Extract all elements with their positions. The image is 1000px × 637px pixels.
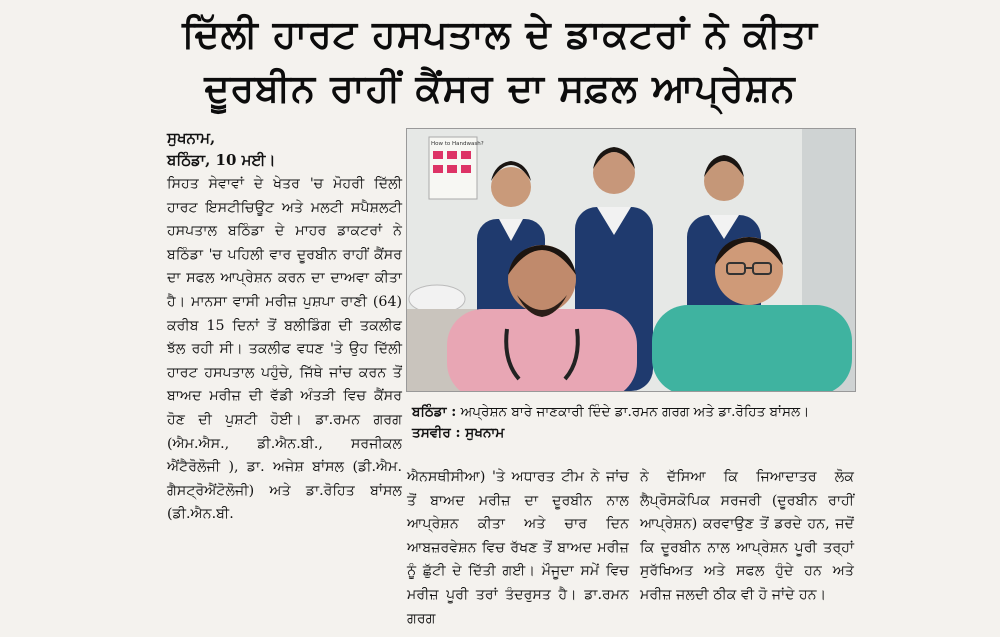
caption-credit: ਤਸਵੀਰ : ਸੁਖਨਾਮ bbox=[412, 425, 505, 441]
poster-step bbox=[447, 151, 457, 159]
poster-title: How to Handwash? bbox=[431, 141, 484, 147]
news-photo bbox=[406, 128, 856, 392]
poster-step bbox=[461, 165, 471, 173]
reporter-name: ਸੁਖਨਾਮ, bbox=[167, 129, 216, 147]
poster-step bbox=[447, 165, 457, 173]
article-column-1 bbox=[167, 173, 402, 527]
article-paragraph-1: ਸਿਹਤ ਸੇਵਾਵਾਂ ਦੇ ਖੇਤਰ 'ਚ ਮੋਹਰੀ ਦਿੱਲੀ ਹਾਰਟ ਇਸਟੀਚਿਊਟ ਅਤੇ ਮਲਟੀ ਸਪੈਸ਼ਲਟੀ ਹਸਪਤਾਲ ਬਠਿੰਡਾ ਦੇ ਮਾਹਰ ਡਾਕਟਰਾਂ ਨੇ ਬਠਿੰਡਾ 'ਚ ਪਹਿਲੀ ਵਾਰ ਦੂਰਬੀਨ ਰਾਹੀਂ ਕੈਂਸਰ ਦਾ ਸਫਲ ਆਪ੍ਰੇਸ਼ਨ ਕਰਨ ਦਾ ਦਾਅਵਾ ਕੀਤਾ ਹੈ। ਮਾਨਸਾ ਵਾਸੀ ਮਰੀਜ਼ ਪੁਸ਼ਪਾ ਰਾਣੀ (64) ਕਰੀਬ 15 ਦਿਨਾਂ ਤੋਂ ਬਲੀਡਿੰਗ ਦੀ ਤਕਲੀਫ ਝੱਲ ਰਹੀ ਸੀ। ਤਕਲੀਫ ਵਧਣ 'ਤੇ ਉਹ ਦਿੱਲੀ ਹਾਰਟ ਹਸਪਤਾਲ ਪਹੁੰਚੇ, ਜਿੱਥੇ ਜਾਂਚ ਕਰਨ ਤੋਂ ਬਾਅਦ ਮਰੀਜ਼ ਦੀ ਵੱਡੀ ਅੰਤੜੀ ਵਿਚ ਕੈਂਸਰ ਹੋਣ ਦੀ ਪੁਸ਼ਟੀ ਹੋਈ। ਡਾ.ਰਮਨ ਗਰਗ (ਐਮ.ਐਸ., ਡੀ.ਐਨ.ਬੀ., ਸਰਜੀਕਲ ਐਂਟੈਰੋਲੋਜੀ ), ਡਾ. ਅਜੇਸ਼ ਬਾਂਸਲ (ਡੀ.ਐਮ. ਗੈਸਟ੍ਰੋਐਂਟੋਲੋਜੀ) ਅਤੇ ਡਾ.ਰੋਹਿਤ ਬਾਂਸਲ (ਡੀ.ਐਨ.ਬੀ. bbox=[167, 176, 402, 523]
article-paragraph-3: ਨੇ ਦੱਸਿਆ ਕਿ ਜਿਆਦਾਤਰ ਲੋਕ ਲੈਪ੍ਰੋਸਕੋਪਿਕ ਸਰਜਰੀ (ਦੂਰਬੀਨ ਰਾਹੀਂ ਆਪ੍ਰੇਸ਼ਨ) ਕਰਵਾਉਣ ਤੋਂ ਡਰਦੇ ਹਨ, ਜਦੋਂ ਕਿ ਦੂਰਬੀਨ ਨਾਲ ਆਪ੍ਰੇਸ਼ਨ ਪੂਰੀ ਤਰ੍ਹਾਂ ਸੁਰੱਖਿਅਤ ਅਤੇ ਸਫਲ ਹੁੰਦੇ ਹਨ ਅਤੇ ਮਰੀਜ਼ ਜਲਦੀ ਠੀਕ ਵੀ ਹੋ ਜਾਂਦੇ ਹਨ। bbox=[640, 469, 854, 603]
poster-step bbox=[433, 151, 443, 159]
sink bbox=[409, 285, 465, 313]
article-column-3 bbox=[640, 466, 854, 608]
poster-step bbox=[433, 165, 443, 173]
caption-text: ਅਪ੍ਰੇਸ਼ਨ ਬਾਰੇ ਜਾਣਕਾਰੀ ਦਿੰਦੇ ਡਾ.ਰਮਨ ਗਰਗ ਅਤੇ ਡਾ.ਰੋਹਿਤ ਬਾਂਸਲ। bbox=[456, 404, 810, 420]
poster-step bbox=[461, 151, 471, 159]
headline-line-1: ਦਿੱਲੀ ਹਾਰਟ ਹਸਪਤਾਲ ਦੇ ਡਾਕਟਰਾਂ ਨੇ ਕੀਤਾ bbox=[182, 12, 818, 56]
dateline: ਬਠਿੰਡਾ, 10 ਮਈ। bbox=[167, 151, 276, 169]
caption-place: ਬਠਿੰਡਾ : bbox=[412, 404, 457, 420]
doctors-photo-illustration bbox=[407, 129, 855, 391]
photo-caption bbox=[412, 402, 852, 444]
headline-line-2: ਦੂਰਬੀਨ ਰਾਹੀਂ ਕੈਂਸਰ ਦਾ ਸਫ਼ਲ ਆਪ੍ਰੇਸ਼ਨ bbox=[204, 66, 796, 110]
article-column-2 bbox=[407, 466, 629, 631]
article-paragraph-2: ਐਨਸਥੀਸੀਆ) 'ਤੇ ਅਧਾਰਤ ਟੀਮ ਨੇ ਜਾਂਚ ਤੋਂ ਬਾਅਦ ਮਰੀਜ਼ ਦਾ ਦੂਰਬੀਨ ਨਾਲ ਆਪ੍ਰੇਸ਼ਨ ਕੀਤਾ ਅਤੇ ਚਾਰ ਦਿਨ ਆਬਜ਼ਰਵੇਸ਼ਨ ਵਿਚ ਰੱਖਣ ਤੋਂ ਬਾਅਦ ਮਰੀਜ਼ ਨੂੰ ਛੁੱਟੀ ਦੇ ਦਿੱਤੀ ਗਈ। ਮੌਜੂਦਾ ਸਮੇਂ ਵਿਚ ਮਰੀਜ਼ ਪੂਰੀ ਤਰਾਂ ਤੰਦਰੁਸਤ ਹੈ। ਡਾ.ਰਮਨ ਗਰਗ bbox=[407, 469, 629, 627]
